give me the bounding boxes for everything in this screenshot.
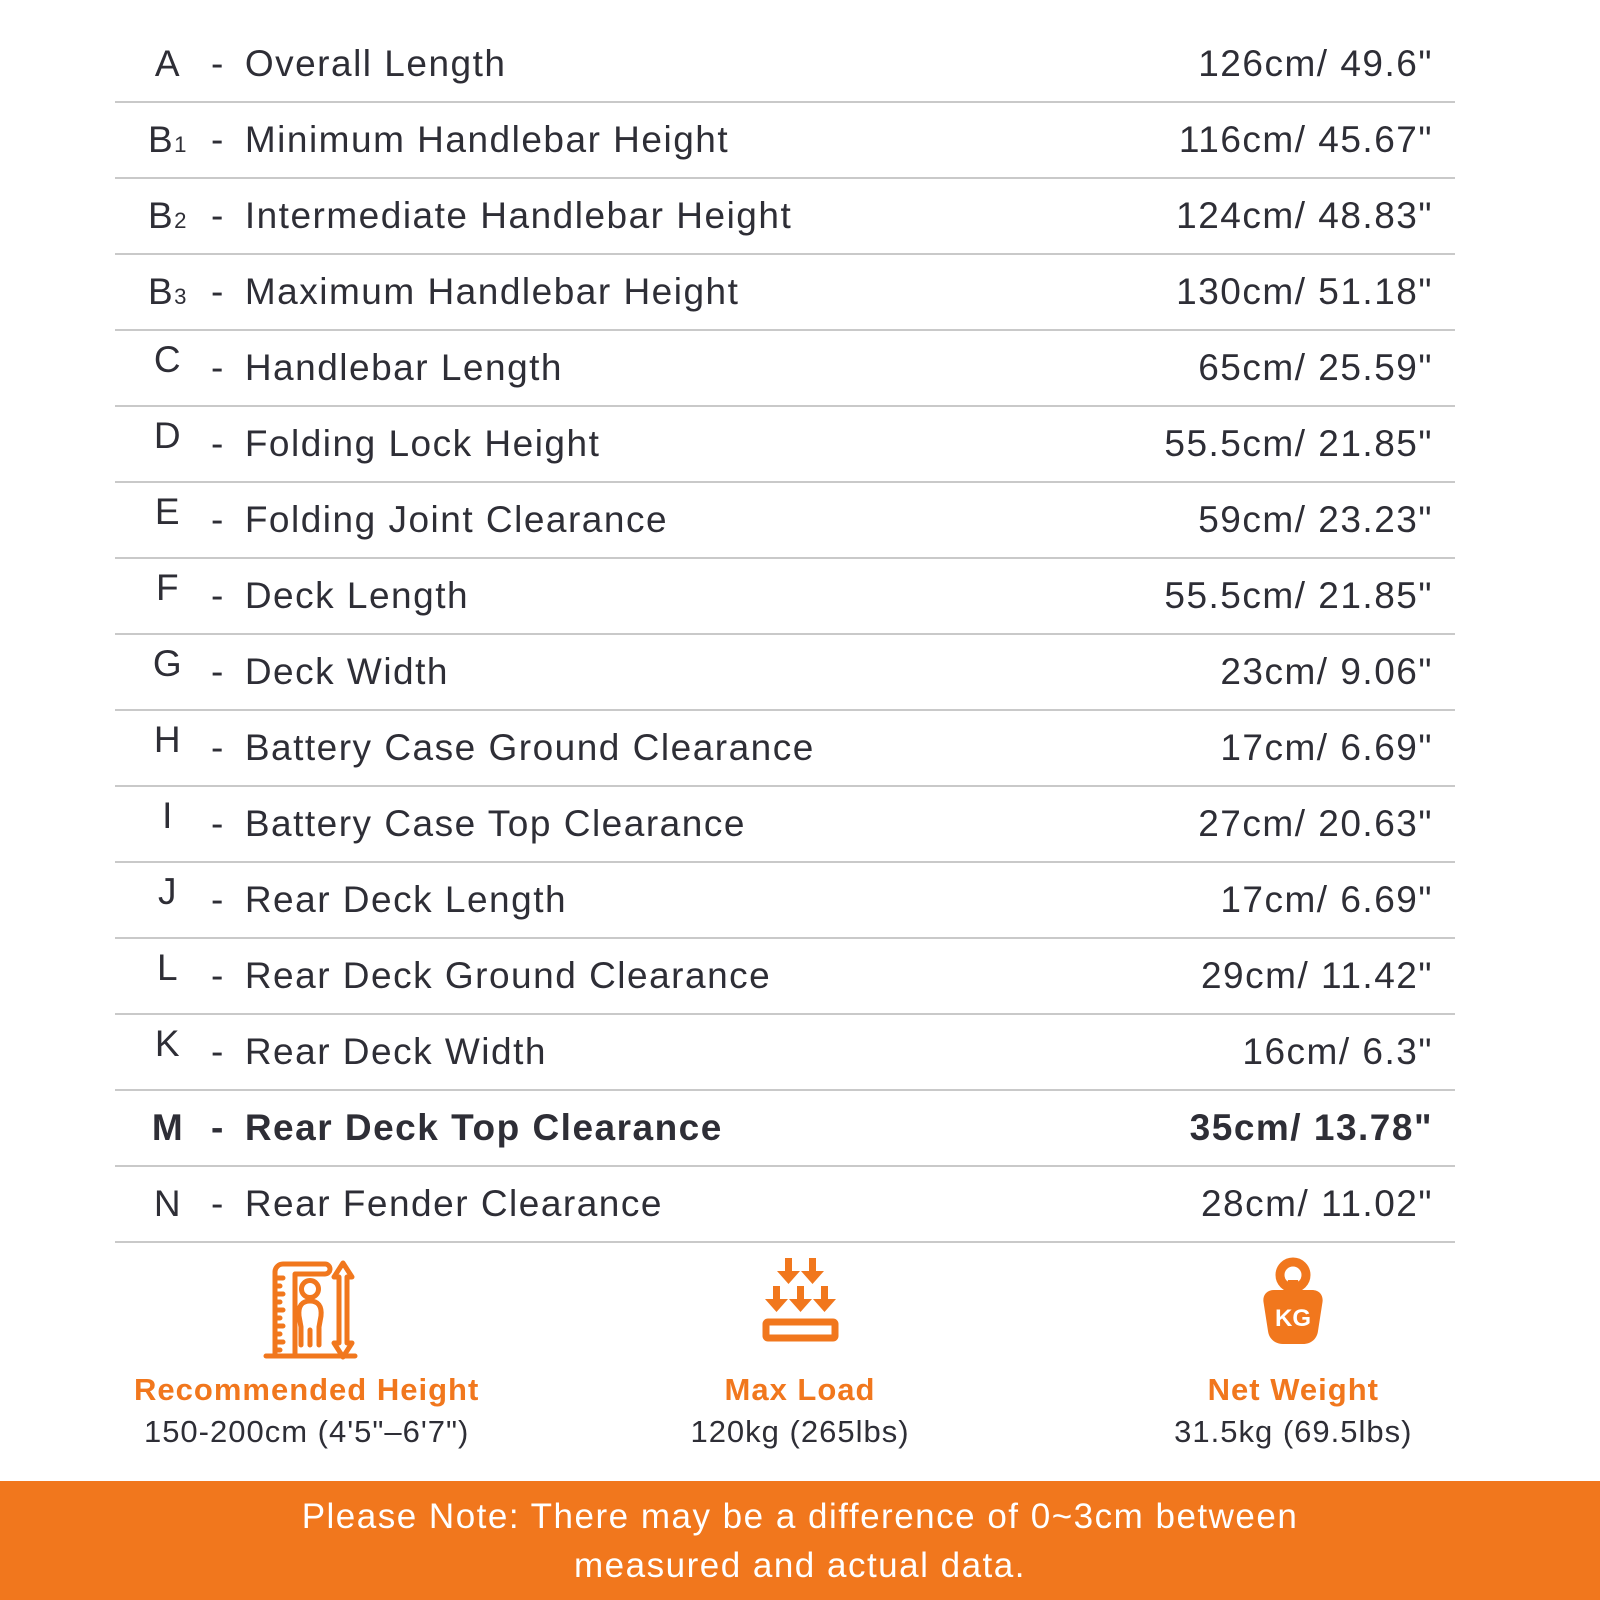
row-letter-main: J	[158, 871, 178, 912]
row-letter	[115, 1183, 195, 1225]
table-row	[115, 255, 1455, 331]
row-letter	[115, 643, 195, 685]
row-dash: -	[211, 271, 225, 312]
stat-recommended-height	[60, 1250, 553, 1450]
table-row	[115, 483, 1455, 559]
table-row	[115, 939, 1455, 1015]
note-line-1: Please Note: There may be a difference of 0~3cm between	[301, 1496, 1299, 1536]
row-value: 59cm/ 23.23"	[1198, 499, 1433, 540]
row-letter	[115, 43, 195, 85]
table-row	[115, 559, 1455, 635]
row-letter-sub: 3	[174, 284, 189, 309]
row-letter	[115, 415, 195, 457]
max-load-arrows-icon	[744, 1250, 856, 1362]
row-value: 124cm/ 48.83"	[1176, 195, 1433, 236]
row-letter	[115, 1023, 195, 1065]
row-dash: -	[211, 119, 225, 160]
table-row	[115, 1167, 1455, 1243]
row-value: 16cm/ 6.3"	[1242, 1031, 1433, 1072]
row-label: Minimum Handlebar Height	[244, 119, 730, 160]
row-letter-sub: 1	[174, 132, 189, 157]
row-dash: -	[211, 651, 225, 692]
stat-max-load	[553, 1250, 1046, 1450]
stat-label: Max Load	[724, 1372, 876, 1407]
row-label: Deck Width	[244, 651, 449, 692]
stats-row	[60, 1250, 1540, 1450]
table-row	[115, 635, 1455, 711]
row-dash: -	[211, 347, 225, 388]
svg-text:KG: KG	[1275, 1305, 1312, 1332]
row-letter	[115, 1107, 195, 1149]
table-row	[115, 1015, 1455, 1091]
row-dash: -	[211, 803, 225, 844]
row-letter-main: G	[152, 643, 184, 684]
row-dash: -	[211, 1031, 225, 1072]
row-label: Folding Lock Height	[244, 423, 601, 464]
row-letter-main: C	[153, 339, 183, 380]
dimensions-table	[115, 27, 1455, 1243]
row-dash: -	[211, 499, 225, 540]
row-label: Maximum Handlebar Height	[244, 271, 740, 312]
row-label: Rear Deck Length	[244, 879, 568, 920]
row-letter	[115, 119, 195, 161]
row-value: 65cm/ 25.59"	[1198, 347, 1433, 388]
stat-value: 120kg (265lbs)	[690, 1414, 910, 1449]
row-dash: -	[211, 195, 225, 236]
row-label: Intermediate Handlebar Height	[244, 195, 793, 236]
row-letter-sub: 2	[174, 208, 189, 233]
note-line-2: measured and actual data.	[574, 1545, 1026, 1585]
row-value: 55.5cm/ 21.85"	[1164, 575, 1433, 616]
row-label: Handlebar Length	[244, 347, 564, 388]
row-letter-main: I	[162, 795, 174, 836]
row-letter	[115, 195, 195, 237]
row-letter-main: A	[154, 43, 182, 84]
stat-value: 31.5kg (69.5lbs)	[1174, 1414, 1413, 1449]
row-label: Battery Case Top Clearance	[244, 803, 746, 844]
row-dash: -	[211, 727, 225, 768]
row-value: 23cm/ 9.06"	[1220, 651, 1433, 692]
row-value: 17cm/ 6.69"	[1220, 879, 1433, 920]
row-letter-main: N	[153, 1183, 183, 1224]
table-row	[115, 1091, 1455, 1167]
row-label: Deck Length	[244, 575, 470, 616]
stat-label: Net Weight	[1207, 1372, 1379, 1407]
row-dash: -	[211, 1183, 225, 1224]
row-letter	[115, 339, 195, 381]
table-row	[115, 27, 1455, 103]
row-letter	[115, 947, 195, 989]
row-letter-main: B	[147, 119, 175, 160]
stat-label: Recommended Height	[134, 1372, 480, 1407]
row-label: Rear Fender Clearance	[244, 1183, 663, 1224]
row-value: 35cm/ 13.78"	[1189, 1107, 1433, 1148]
stat-value: 150-200cm (4'5"–6'7")	[143, 1414, 470, 1449]
row-letter-main: H	[153, 719, 183, 760]
row-letter-main: D	[153, 415, 183, 456]
stat-net-weight	[1047, 1250, 1540, 1450]
row-letter-main: F	[155, 567, 181, 608]
row-value: 27cm/ 20.63"	[1198, 803, 1433, 844]
row-value: 55.5cm/ 21.85"	[1164, 423, 1433, 464]
row-label: Rear Deck Top Clearance	[244, 1107, 723, 1148]
kg-weight-icon	[1237, 1250, 1349, 1362]
row-value: 29cm/ 11.42"	[1200, 955, 1433, 996]
row-value: 130cm/ 51.18"	[1176, 271, 1433, 312]
row-dash: -	[211, 879, 225, 920]
row-value: 28cm/ 11.02"	[1200, 1183, 1433, 1224]
height-ruler-icon	[251, 1250, 363, 1362]
row-label: Folding Joint Clearance	[244, 499, 669, 540]
table-row	[115, 711, 1455, 787]
row-label: Overall Length	[244, 43, 507, 84]
row-letter	[115, 795, 195, 837]
row-dash: -	[211, 955, 225, 996]
table-row	[115, 103, 1455, 179]
row-letter-main: E	[154, 491, 182, 532]
row-label: Rear Deck Ground Clearance	[244, 955, 772, 996]
row-dash: -	[211, 43, 225, 84]
table-row	[115, 331, 1455, 407]
row-label: Battery Case Ground Clearance	[244, 727, 815, 768]
row-letter-main: K	[154, 1023, 182, 1064]
table-row	[115, 863, 1455, 939]
row-letter	[115, 271, 195, 313]
row-letter	[115, 719, 195, 761]
row-value: 126cm/ 49.6"	[1198, 43, 1433, 84]
table-row	[115, 407, 1455, 483]
row-dash: -	[211, 1107, 225, 1148]
row-value: 116cm/ 45.67"	[1178, 119, 1433, 160]
row-letter-main: B	[147, 271, 175, 312]
row-letter-main: L	[156, 947, 180, 988]
note-banner	[0, 1481, 1600, 1600]
row-letter-main: M	[151, 1107, 185, 1148]
row-value: 17cm/ 6.69"	[1220, 727, 1433, 768]
row-dash: -	[211, 575, 225, 616]
row-letter-main: B	[147, 195, 175, 236]
table-row	[115, 179, 1455, 255]
table-row	[115, 787, 1455, 863]
row-letter	[115, 491, 195, 533]
row-letter	[115, 567, 195, 609]
row-dash: -	[211, 423, 225, 464]
row-letter	[115, 871, 195, 913]
row-label: Rear Deck Width	[244, 1031, 547, 1072]
